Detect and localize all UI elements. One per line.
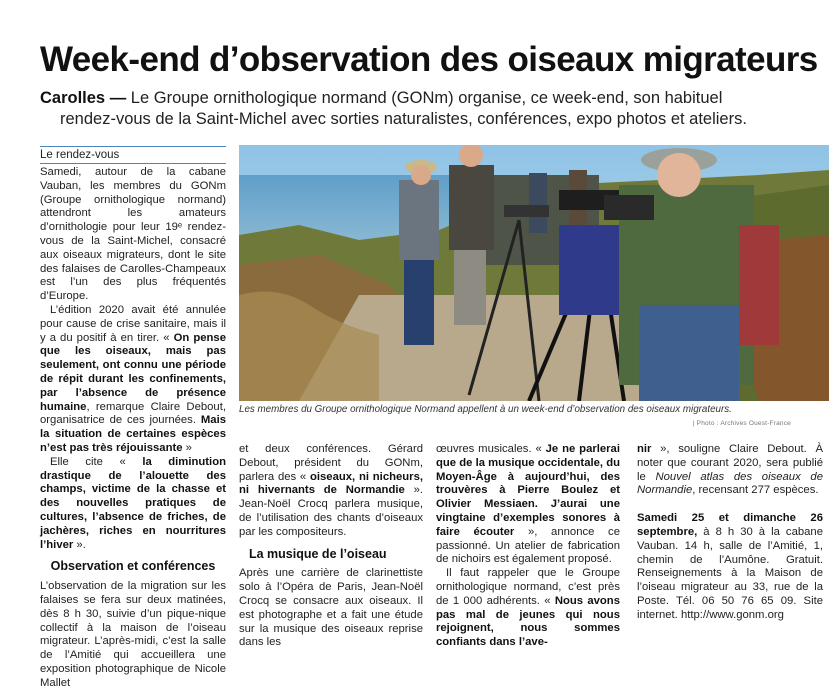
text-span: » [182, 441, 192, 454]
text-span: , recensant 277 espèces. [692, 484, 819, 497]
quote-bold: nir [637, 443, 652, 455]
text-span: ». Jean-Noël Crocq parlera musique, de l’utilisation des chants d’oiseaux par les compositeurs. [239, 484, 424, 538]
col1-paragraph-4: L’observation de la migration sur les falaises se fera sur deux matinées, dès 8 h 30, suivie d’un pique-nique collectif à la maison de l’oiseau migrateur. L’après-midi, c’est la salle de l’Amitié qui accueillera une exposition photographique de Nicole Mallet [40, 580, 226, 689]
col3-paragraph-1 [436, 443, 620, 567]
book-title: Nouvel atlas des oiseaux de Normandie [637, 470, 823, 497]
text-span: , remarque Claire Debout, organisatrice de ces journées. [40, 400, 226, 427]
text-span: Elle cite « [50, 455, 143, 468]
col1-paragraph-1: Samedi, autour de la cabane Vauban, les membres du GONm (Groupe ornithologique normand) attendront les amateurs d’ornithologie pour leur 19ᵉ rendez-vous de la Saint-Michel, consacré aux oiseaux migrateurs, dont le site des falaises de Carolles-Champeaux est l’un des plus fréquentés d’Europe. [40, 166, 226, 303]
text-span: et deux conférences. Gérard Debout, président du GONm, parlera des « [239, 443, 423, 483]
text-span: L’édition 2020 avait été annulée pour cause de crise sanitaire, mais il y a du positif à en tirer. « [40, 303, 226, 344]
lead-line-1: Le Groupe ornithologique normand (GONm) organise, ce week-end, son habituel [130, 89, 723, 107]
quote-bold: On pense que les oiseaux, mais pas seulement, ont connu une période de répit durant les confinements, par l’absence de présence humaine [40, 331, 226, 413]
col1-paragraph-2 [40, 304, 226, 456]
quote-bold: Nous avons pas mal de jeunes qui nous rejoignent, nous sommes confiants dans l’ave- [436, 594, 620, 649]
text-span: », annonce ce passionné. Un atelier de fabrication de nichoirs est également proposé. [436, 525, 620, 566]
photo-caption: Les membres du Groupe ornithologique Normand appellent à un week-end d’observation des oiseaux migrateurs. [239, 404, 732, 415]
subhead-observation: Observation et conférences [50, 559, 216, 574]
quote-bold: la diminution drastique de l’alouette des champs, victime de la chasse et des nouvelles pratiques de cultures, l’absence de friches, de jachères, riches en nourritures l’hiver [40, 455, 226, 551]
text-span: », souligne Claire Debout. À noter que courant 2020, sera publié le [637, 443, 823, 483]
lead-place: Carolles — [40, 89, 131, 107]
article-headline: Week-end d’observation des oiseaux migrateurs [40, 40, 818, 79]
quote-bold: oiseaux, ni nicheurs, ni hivernants de Normandie [239, 470, 424, 497]
event-dates: Samedi 25 et dimanche 26 septembre, [637, 512, 823, 538]
column-4 [637, 443, 823, 623]
col2-paragraph-2: Après une carrière de clarinettiste solo à l’Opéra de Paris, Jean-Noël Crocq se consacre aux oiseaux. Il est photographe et a fait une étude sur la musique des oiseaux reprise dans les [239, 567, 423, 649]
column-1 [40, 166, 226, 690]
subhead-musique: La musique de l’oiseau [249, 546, 387, 561]
text-span: œuvres musicales. « [436, 443, 546, 455]
birdwatchers-photo [239, 145, 829, 401]
col2-paragraph-1 [239, 443, 423, 540]
quote-bold: Je ne parlerai que de la musique occidentale, du Moyen-Âge à aujourd’hui, des trouvères à Pierre Boulez et Olivier Messiaen. J’aurai une vingtaine d’exemples sonores à faire écouter [436, 443, 620, 538]
column-2 [239, 443, 423, 650]
col3-paragraph-2 [436, 567, 620, 650]
col1-paragraph-3 [40, 456, 226, 553]
event-info: à 8 h 30 à la cabane Vauban. 14 h, salle de l’Amitié, 1, chemin de l’Aumône. Gratuit. Renseignements à la Maison de l’oiseau migrateur au 33, rue de la Poste. Tél. 06 50 76 65 09. Site internet. http://www.gonm.org [637, 525, 823, 621]
text-span: ». [73, 538, 86, 551]
col4-paragraph-1 [637, 443, 823, 498]
article-photo [239, 145, 829, 401]
column-3 [436, 443, 620, 650]
text-span: Il faut rappeler que le Groupe ornithologique normand, c’est près de 1 000 adhérents. « [436, 567, 620, 607]
photo-credit: | Photo : Archives Ouest-France [692, 420, 791, 427]
col4-paragraph-2 [637, 512, 823, 622]
quote-bold: Mais la situation de certaines espèces n’est pas très réjouissante [40, 414, 226, 454]
section-label: Le rendez-vous [40, 146, 226, 164]
article-lead [40, 88, 800, 130]
lead-line-2: rendez-vous de la Saint-Michel avec sorties naturalistes, conférences, expo photos et ateliers. [60, 110, 747, 128]
